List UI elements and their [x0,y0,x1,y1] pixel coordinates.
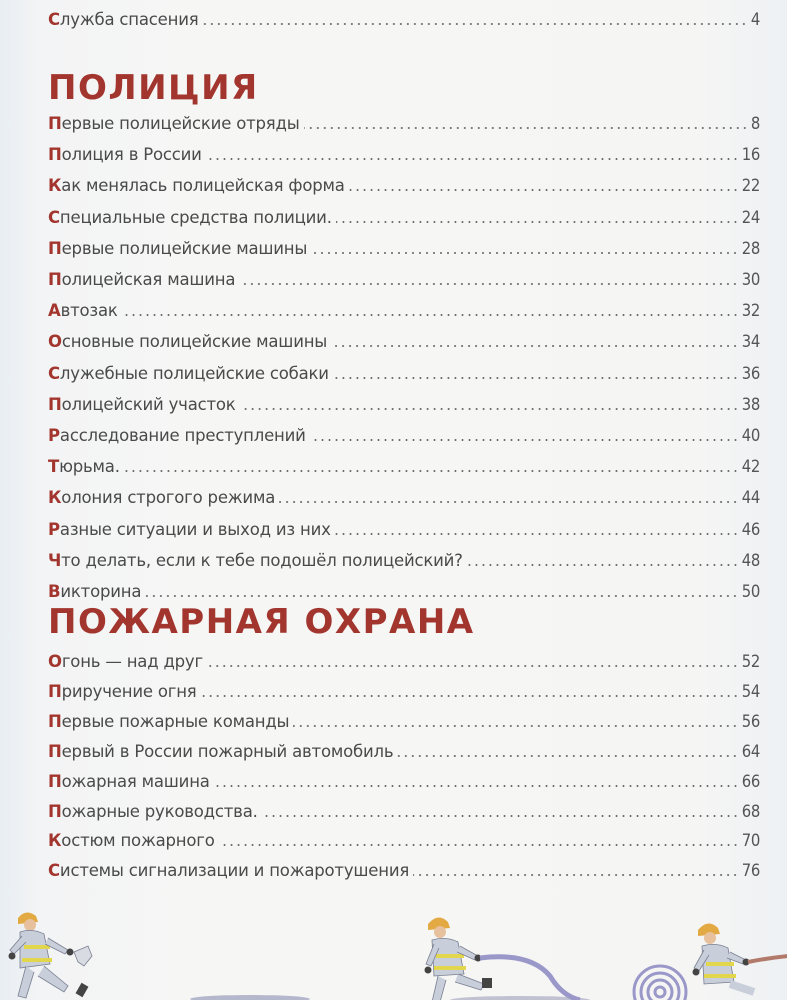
leader-dots [333,377,739,379]
leader-dots [206,158,739,160]
fire-hose-red [748,956,787,962]
page-number: 22 [741,176,760,196]
toc-entry[interactable] [48,293,760,321]
entry-title [48,270,235,290]
entry-title [48,332,327,352]
entry-initial: П [48,711,62,731]
section-heading-fire-protection: ПОЖАРНАЯ ОХРАНА [48,602,475,642]
leader-dots [145,595,738,597]
page-number: 34 [741,332,760,352]
entry-title [48,582,141,602]
entry-initial: П [48,394,62,414]
page-number: 8 [750,114,760,133]
entry-title-rest: то делать, если к тебе подошёл полицейский? [61,550,463,570]
entry-title-rest: лужебные полицейские собаки [59,363,329,383]
entry-initial: П [48,801,62,821]
page-number: 66 [741,771,760,791]
entry-title [48,772,210,792]
leader-dots [207,665,739,667]
page-number: 30 [741,270,760,289]
leader-dots [467,564,739,566]
toc-entry[interactable] [48,794,760,822]
entry-title-rest: истемы сигнализации и пожаротушения [59,861,410,881]
toc-entry[interactable] [48,324,760,352]
page-number: 4 [750,10,760,29]
entry-title [48,426,306,446]
leader-dots [240,408,739,410]
page-number: 24 [741,207,760,227]
toc-entry[interactable] [48,356,760,384]
leader-dots [239,283,738,285]
entry-title [48,742,393,762]
entry-title-rest: олония строгого режима [61,488,276,508]
section-heading-police: ПОЛИЦИЯ [48,68,259,108]
entry-title-rest: ервые пожарные команды [61,711,290,731]
leader-dots [310,439,739,441]
toc-entry[interactable] [48,137,760,165]
entry-title-rest: олицейская машина [61,270,236,289]
leader-dots [331,345,739,347]
entry-initial: П [48,681,62,701]
leader-dots [397,755,738,757]
page-number: 56 [741,711,760,731]
leader-dots [219,844,739,846]
entry-initial: П [48,238,62,258]
entry-title [48,208,332,228]
page-number: 40 [741,426,760,445]
page-number: 42 [741,457,760,477]
entry-initial: П [48,771,62,791]
entry-initial: К [48,176,62,196]
toc-entry[interactable] [48,480,760,508]
entry-title [48,176,345,196]
leader-dots [304,127,748,129]
entry-title [48,520,331,540]
entry-title [48,682,197,702]
entry-title-rest: асследование преступлений [59,426,306,445]
toc-entry[interactable] [48,764,760,792]
leader-dots [311,252,739,254]
toc-entry[interactable] [48,644,760,672]
entry-title [48,831,215,851]
toc-entry[interactable] [48,106,760,134]
leader-dots [335,533,739,535]
leader-dots [122,314,739,316]
toc-entry[interactable] [48,674,760,702]
firefighters-illustration [0,880,787,1000]
leader-dots [262,815,739,817]
entry-title-rest: ожарная машина [61,771,210,791]
entry-title-rest: ожарные руководства. [61,801,258,821]
toc-entry-rescue-service[interactable] [48,2,760,30]
entry-title [48,457,120,477]
firefighter-left-figure [9,912,93,998]
page-number: 54 [741,681,760,701]
entry-title [48,239,307,259]
entry-title-rest: олицейский участок [61,394,236,414]
entry-title-rest: лужба спасения [59,10,199,29]
entry-title-rest: пециальные средства полиции. [59,207,332,227]
toc-entry[interactable] [48,262,760,290]
leader-dots [214,785,739,787]
entry-title-rest: олиция в России [61,145,202,165]
entry-initial: Т [48,457,60,477]
toc-entry[interactable] [48,168,760,196]
entry-title [48,145,202,165]
page-number: 68 [741,801,760,821]
toc-entry[interactable] [48,231,760,259]
page-number: 76 [741,861,760,881]
page-number: 50 [741,582,760,601]
leader-dots [349,189,739,191]
entry-title [48,301,118,321]
entry-title-rest: остюм пожарного [61,831,215,851]
toc-entry[interactable] [48,418,760,446]
entry-title-rest: сновные полицейские машины [61,332,328,352]
toc-entry[interactable] [48,704,760,732]
leader-dots [279,501,739,503]
entry-title [48,802,258,822]
entry-title-rest: икторина [60,582,142,601]
entry-title [48,652,203,672]
entry-title-rest: ервые полицейские машины [61,238,308,258]
page-number: 46 [741,519,760,539]
entry-title [48,114,300,134]
entry-initial: С [48,10,60,29]
toc-entry[interactable] [48,512,760,540]
page-number: 38 [741,394,760,414]
entry-initial: Ч [48,550,62,570]
entry-initial: О [48,652,62,671]
entry-title [48,861,409,881]
entry-title [48,10,198,30]
entry-title [48,488,275,508]
entry-initial: П [48,114,62,133]
toc-entry[interactable] [48,853,760,881]
page-number: 52 [741,652,760,671]
entry-title-rest: азные ситуации и выход из них [59,519,331,539]
toc-entry[interactable] [48,200,760,228]
entry-title-rest: юрьма. [59,457,120,477]
entry-initial: П [48,270,62,289]
toc-entry[interactable] [48,449,760,477]
entry-initial: С [48,861,60,881]
entry-title [48,551,463,571]
entry-initial: С [48,363,60,383]
entry-initial: Р [48,519,60,539]
page-number: 64 [741,741,760,761]
leader-dots [202,23,747,25]
entry-title-rest: гонь — над друг [61,652,203,671]
leader-dots [201,695,739,697]
hose-coil [634,966,686,1000]
page-number: 28 [741,238,760,258]
entry-initial: К [48,488,62,508]
entry-title-rest: ак менялась полицейская форма [61,176,345,196]
page-number: 16 [741,145,760,165]
fire-hose [480,957,580,1000]
entry-title [48,712,289,732]
entry-title-rest: втозак [60,301,118,321]
entry-title [48,395,236,415]
entry-initial: К [48,831,62,851]
entry-initial: Р [48,426,60,445]
entry-initial: С [48,207,60,227]
leader-dots [413,874,739,876]
entry-title-rest: риручение огня [61,681,197,701]
leader-dots [124,470,739,472]
entry-initial: О [48,332,62,352]
page-number: 44 [741,488,760,508]
toc-entry[interactable] [48,543,760,571]
toc-entry[interactable] [48,734,760,762]
page-number: 48 [741,550,760,570]
firefighter-right-figure [693,923,755,992]
entry-initial: П [48,145,62,165]
leader-dots [293,725,738,727]
page-number: 32 [741,301,760,321]
entry-initial: В [48,582,61,601]
toc-entry[interactable] [48,823,760,851]
page-number: 70 [741,831,760,851]
toc-entry[interactable] [48,387,760,415]
entry-initial: П [48,741,62,761]
leader-dots [336,221,739,223]
entry-initial: А [48,301,61,321]
entry-title-rest: ервые полицейские отряды [61,114,300,133]
entry-title [48,364,329,384]
page-number: 36 [741,363,760,383]
entry-title-rest: ервый в России пожарный автомобиль [61,741,394,761]
toc-entry[interactable] [48,574,760,602]
